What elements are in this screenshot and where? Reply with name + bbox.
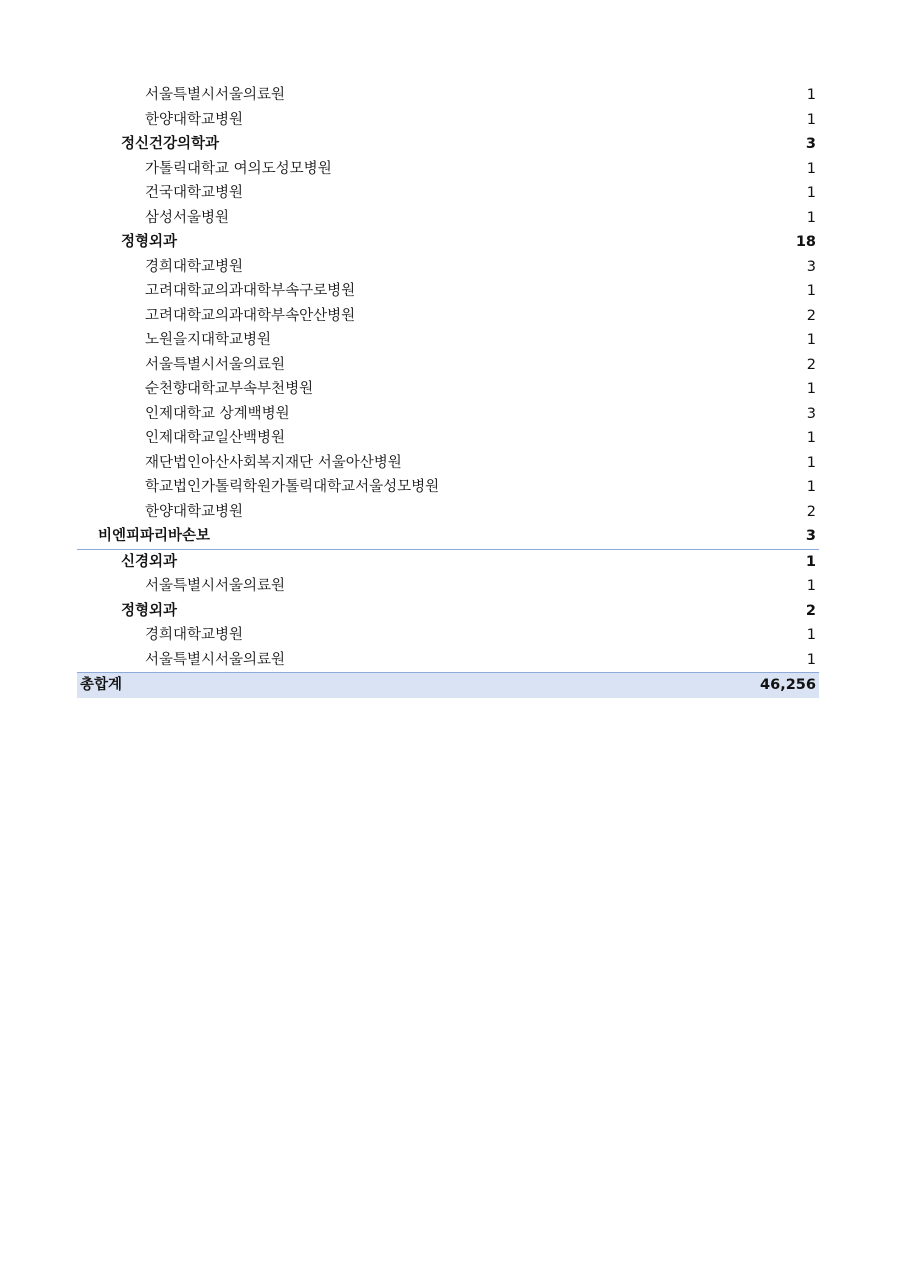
hospital-row <box>77 451 819 476</box>
row-label: 재단법인아산사회복지재단 서울아산병원 <box>145 454 402 471</box>
hospital-row <box>77 574 819 599</box>
department-row <box>77 230 819 255</box>
row-label: 인제대학교 상계백병원 <box>145 405 290 422</box>
hospital-row <box>77 402 819 427</box>
row-count: 1 <box>806 111 816 128</box>
row-count: 1 <box>806 430 816 446</box>
row-count: 3 <box>805 528 816 544</box>
row-count: 3 <box>806 258 816 275</box>
department-row <box>77 599 819 624</box>
row-label: 정신건강의학과 <box>121 136 220 152</box>
row-count: 1 <box>806 160 816 177</box>
row-count: 2 <box>806 307 816 324</box>
hospital-row <box>77 279 819 304</box>
row-count: 1 <box>806 651 816 668</box>
row-count: 18 <box>795 234 816 250</box>
hospital-row <box>77 648 819 673</box>
row-label: 신경외과 <box>121 553 178 570</box>
row-label: 서울특별시서울의료원 <box>145 651 286 668</box>
row-count: 1 <box>806 283 816 299</box>
row-count: 1 <box>806 578 816 594</box>
row-count: 1 <box>805 553 816 570</box>
company-row <box>77 524 819 550</box>
row-label: 가톨릭대학교 여의도성모병원 <box>145 160 332 177</box>
hospital-row <box>77 83 819 108</box>
row-count: 1 <box>806 209 816 226</box>
row-count: 2 <box>806 356 816 373</box>
hospital-row <box>77 500 819 525</box>
hospital-row <box>77 206 819 231</box>
hospital-row <box>77 157 819 182</box>
row-label: 학교법인가톨릭학원가톨릭대학교서울성모병원 <box>145 479 440 495</box>
row-count: 1 <box>806 332 816 348</box>
row-label: 인제대학교일산백병원 <box>145 430 286 446</box>
row-count: 1 <box>806 454 816 471</box>
hospital-row <box>77 353 819 378</box>
row-label: 한양대학교병원 <box>145 111 244 128</box>
row-label: 서울특별시서울의료원 <box>145 356 286 373</box>
hospital-row <box>77 377 819 402</box>
row-label: 고려대학교의과대학부속안산병원 <box>145 307 356 324</box>
grand-total-label: 총합계 <box>80 677 123 693</box>
row-label: 비엔피파리바손보 <box>98 528 211 544</box>
row-label: 경희대학교병원 <box>145 627 244 643</box>
row-label: 순천향대학교부속부천병원 <box>145 381 314 397</box>
row-label: 서울특별시서울의료원 <box>145 578 286 594</box>
hospital-row <box>77 328 819 353</box>
department-row <box>77 132 819 157</box>
row-count: 1 <box>806 381 816 397</box>
hospital-row <box>77 623 819 648</box>
grand-total-value: 46,256 <box>760 677 816 693</box>
hospital-row <box>77 304 819 329</box>
row-label: 건국대학교병원 <box>145 185 244 201</box>
hospital-row <box>77 475 819 500</box>
row-count: 1 <box>806 185 816 201</box>
row-label: 노원을지대학교병원 <box>145 332 272 348</box>
row-label: 정형외과 <box>121 234 178 250</box>
row-count: 3 <box>806 405 816 422</box>
row-label: 한양대학교병원 <box>145 503 244 520</box>
row-count: 1 <box>806 87 816 103</box>
row-label: 경희대학교병원 <box>145 258 244 275</box>
hospital-row <box>77 255 819 280</box>
row-label: 서울특별시서울의료원 <box>145 87 286 103</box>
hospital-row <box>77 426 819 451</box>
row-count: 2 <box>805 602 816 619</box>
row-count: 3 <box>805 136 816 152</box>
row-label: 삼성서울병원 <box>145 209 230 226</box>
department-row <box>77 550 819 575</box>
row-count: 1 <box>806 479 816 495</box>
row-count: 2 <box>806 503 816 520</box>
hospital-row <box>77 108 819 133</box>
row-label: 고려대학교의과대학부속구로병원 <box>145 283 356 299</box>
row-count: 1 <box>806 627 816 643</box>
grand-total-row <box>77 672 819 698</box>
hospital-row <box>77 181 819 206</box>
row-label: 정형외과 <box>121 602 178 619</box>
pivot-table <box>77 83 819 698</box>
